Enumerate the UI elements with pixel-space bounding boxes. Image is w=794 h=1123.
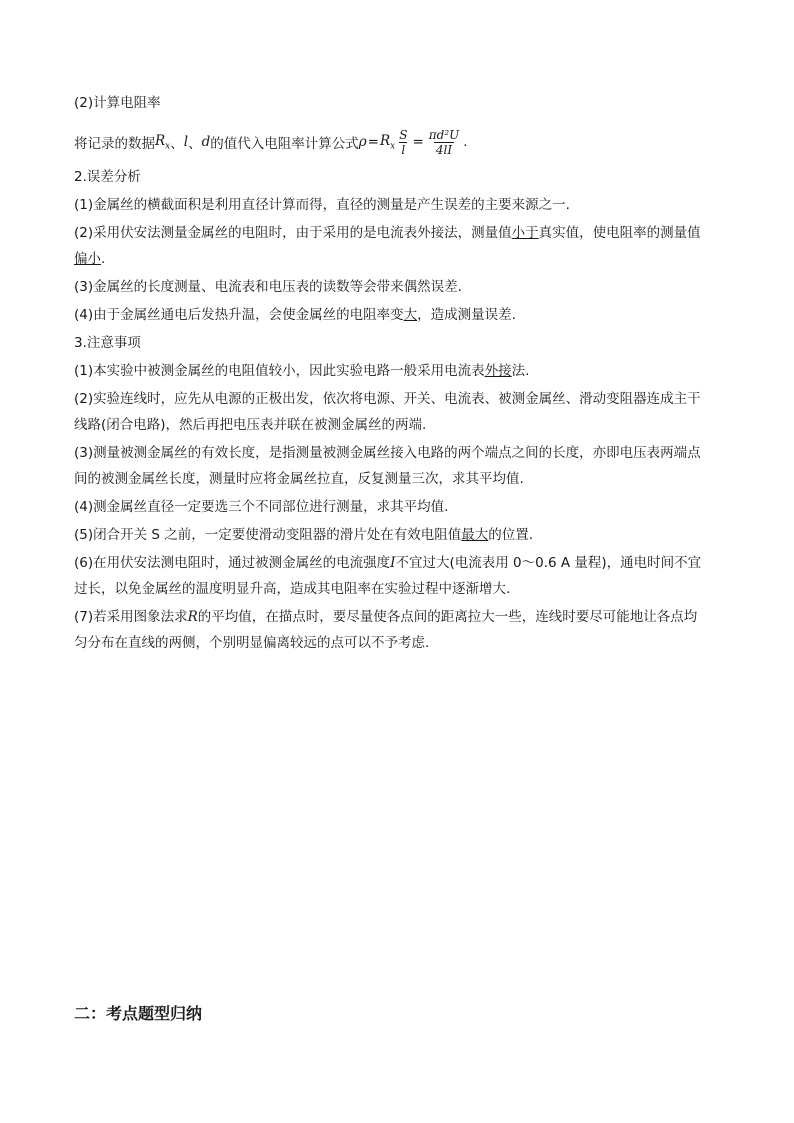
paragraph-line: (2)采用伏安法测量金属丝的电阻时，由于采用的是电流表外接法，测量值小于真实值，使电阻率的测量值 <box>74 225 701 241</box>
note-item-6 <box>74 552 724 600</box>
var-l: l <box>183 134 189 150</box>
underlined-answer: 外接 <box>484 363 512 379</box>
rho-symbol: ρ <box>358 134 367 150</box>
equals-sign: = <box>412 134 424 150</box>
note-item-3 <box>74 442 724 490</box>
note-item-4 <box>74 496 724 518</box>
error-analysis-title: 2.误差分析 <box>74 169 141 185</box>
precautions-title: 3.注意事项 <box>74 335 141 351</box>
separator: 、 <box>188 136 202 152</box>
formula-end: . <box>463 134 468 150</box>
separator: 、 <box>170 136 184 152</box>
paragraph-line: 间的被测金属丝长度，测量时应将金属丝拉直，反复测量三次，求其平均值. <box>74 471 524 487</box>
paragraph-line: (3)测量被测金属丝的有效长度，是指测量被测金属丝接入电路的两个端点之间的长度，亦即电压表两端点 <box>74 445 701 461</box>
paragraph-line: (7)若采用图象法求R的平均值，在描点时，要尽量使各点间的距离拉大一些，连线时要尽可能地让各点均 <box>74 609 698 625</box>
formula-prefix-text: 将记录的数据 <box>74 136 155 152</box>
paragraph-line: 匀分布在直线的两侧，个别明显偏离较远的点可以不予考虑. <box>74 635 430 651</box>
paragraph-line: (6)在用伏安法测电阻时，通过被测金属丝的电流强度I不宜过大(电流表用 0～0.6 A 量程)，通电时间不宜 <box>74 555 702 571</box>
var-i: I <box>390 555 396 571</box>
note-item-1 <box>74 360 724 382</box>
equals-sign: = <box>367 134 379 150</box>
note-item-7 <box>74 606 724 654</box>
error-item-1 <box>74 194 724 216</box>
paragraph-line: (4)测金属丝直径一定要选三个不同部位进行测量，求其平均值. <box>74 499 449 515</box>
paragraph-line: (2)实验连线时，应先从电源的正极出发，依次将电源、开关、电流表、被测金属丝、滑动变阻器连成主干 <box>74 391 701 407</box>
var-r: $R_x$ <box>379 132 396 152</box>
error-item-2 <box>74 222 724 270</box>
paragraph-line: (1)本实验中被测金属丝的电阻值较小，因此实验电路一般采用电流表外接法. <box>74 363 530 379</box>
calc-resistivity-heading: (2)计算电阻率 <box>74 95 161 111</box>
section-two-heading: 二：考点题型归纳 <box>74 1004 203 1023</box>
paragraph-line: (5)闭合开关 S 之前，一定要使滑动变阻器的滑片处在有效电阻值最大的位置. <box>74 527 534 543</box>
fraction-denominator: 4lI <box>435 142 453 157</box>
fraction-numerator: S <box>399 127 408 142</box>
error-item-3 <box>74 276 724 298</box>
underlined-answer: 大 <box>403 307 418 323</box>
paragraph-line: (4)由于金属丝通电后发热升温，会使金属丝的电阻率变大，造成测量误差. <box>74 307 516 323</box>
paragraph-line: (1)金属丝的横截面积是利用直径计算而得，直径的测量是产生误差的主要来源之一. <box>74 197 570 213</box>
resistivity-formula-line <box>74 124 724 160</box>
underlined-answer: 偏小 <box>74 251 101 267</box>
fraction-denominator: l <box>401 142 406 157</box>
note-item-2 <box>74 388 724 436</box>
note-item-5 <box>74 524 724 546</box>
var-r: $R_x$ <box>155 132 171 152</box>
fraction-resistivity <box>427 128 462 157</box>
var-d: d <box>201 134 211 150</box>
paragraph-line: 偏小. <box>74 251 106 267</box>
underlined-answer: 最大 <box>461 527 489 543</box>
paragraph-line: 过长，以免金属丝的温度明显升高，造成其电阻率在实验过程中逐渐增大. <box>74 581 511 597</box>
paragraph-line: (3)金属丝的长度测量、电流表和电压表的读数等会带来偶然误差. <box>74 279 462 295</box>
fraction-numerator: πd²U <box>428 127 460 142</box>
underlined-answer: 小于 <box>511 225 539 241</box>
error-item-4 <box>74 304 724 326</box>
fraction-s-over-l <box>397 128 409 157</box>
content-body <box>74 92 724 660</box>
var-r: R <box>187 609 198 625</box>
paragraph-line: 线路(闭合电路)，然后再把电压表并联在被测金属丝的两端. <box>74 417 427 433</box>
formula-mid-text: 的值代入电阻率计算公式 <box>210 136 359 152</box>
